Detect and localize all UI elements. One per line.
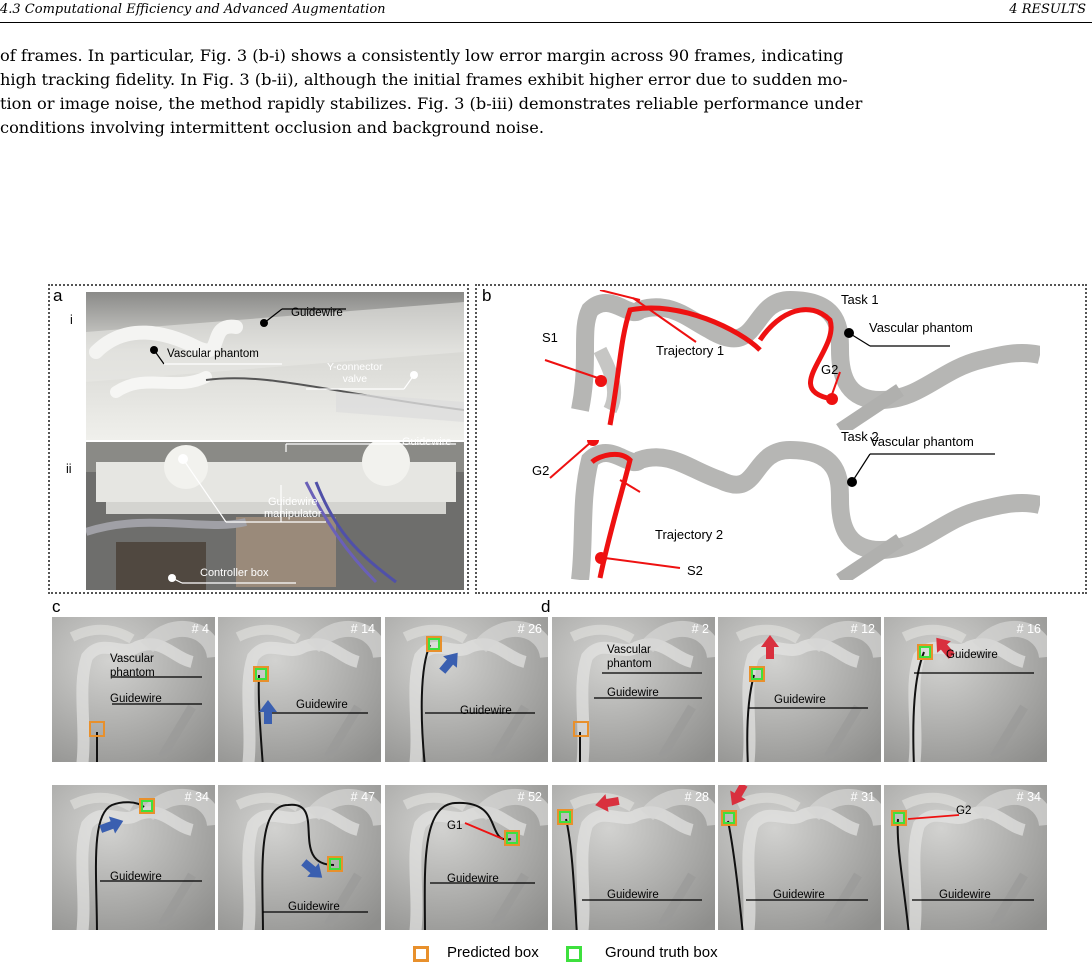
label-y-connector: [327, 361, 383, 385]
frame-number: # 28: [684, 790, 709, 804]
frame-annotation: Guidewire: [110, 693, 162, 705]
panel-c-label: c: [52, 597, 61, 616]
panel-d-label: d: [541, 597, 551, 616]
label-vascular-phantom-b2: Vascular phantom: [870, 434, 974, 449]
paragraph-line: of frames. In particular, Fig. 3 (b-i) shows a consistently low error margin across 90 frames, indicating: [0, 46, 844, 65]
ground-truth-box-swatch: [566, 946, 582, 962]
frame-annotation: phantom: [110, 667, 155, 679]
frame-tile: [552, 617, 715, 762]
label-trajectory-1: Trajectory 1: [656, 343, 725, 358]
frame-number: # 47: [350, 790, 375, 804]
frame-tile: [884, 785, 1047, 930]
label-task-1: Task 1: [841, 292, 879, 307]
frame-annotation: Guidewire: [607, 687, 659, 699]
legend-ground-truth: Ground truth box: [605, 944, 718, 961]
frame-tile: [218, 617, 381, 762]
paragraph-line: tion or image noise, the method rapidly stabilizes. Fig. 3 (b-iii) demonstrates reliable performance under: [0, 94, 863, 113]
frame-annotation: Guidewire: [447, 873, 499, 885]
frame-tile: [385, 617, 548, 762]
manipulator-line-1: Guidewire: [267, 496, 318, 508]
frame-tile: [884, 617, 1047, 762]
frame-tile: [718, 617, 881, 762]
frame-annotation: Guidewire: [607, 889, 659, 901]
frame-annotation: Guidewire: [946, 649, 998, 661]
paragraph-line: high tracking fidelity. In Fig. 3 (b-ii), although the initial frames exhibit higher error due to sudden mo-: [0, 70, 848, 89]
label-s2: S2: [687, 563, 703, 578]
frame-number: # 26: [517, 622, 542, 636]
frame-number: # 14: [350, 622, 375, 636]
y-connector-line-1: Y-connector: [327, 361, 383, 373]
frame-annotation: Guidewire: [774, 694, 826, 706]
frame-number: # 4: [191, 622, 209, 636]
frame-annotation: Vascular: [607, 644, 651, 656]
frame-annotation: Guidewire: [110, 871, 162, 883]
label-guidewire-a-ii: Guidewire: [402, 436, 452, 448]
frame-tile: [52, 617, 215, 762]
frame-annotation: Guidewire: [939, 889, 991, 901]
label-trajectory-2: Trajectory 2: [655, 527, 724, 542]
frame-tile: [52, 785, 215, 930]
frame-number: # 31: [850, 790, 875, 804]
frame-annotation: Guidewire: [773, 889, 825, 901]
frame-annotation: Vascular: [110, 653, 154, 665]
legend-predicted: Predicted box: [447, 944, 539, 961]
frame-annotation: G2: [956, 805, 972, 817]
header-section: 4.3 Computational Efficiency and Advanced Augmentation: [0, 2, 386, 17]
body-paragraph: [0, 44, 1092, 140]
header-chapter: 4 RESULTS: [1009, 2, 1086, 17]
frame-tile: [718, 785, 881, 930]
label-controller-box: Controller box: [200, 567, 269, 579]
label-g2-task1: G2: [821, 362, 839, 377]
frame-annotation: G1: [447, 820, 463, 832]
sub-label-ii: ii: [66, 462, 72, 476]
frame-number: # 16: [1016, 622, 1041, 636]
frame-tile: [385, 785, 548, 930]
manipulator-line-2: manipulator: [264, 508, 322, 520]
paragraph-line: conditions involving intermittent occlusion and background noise.: [0, 118, 544, 137]
label-s1: S1: [542, 330, 558, 345]
frame-tile: [552, 785, 715, 930]
running-header: [0, 0, 1092, 23]
label-g2-task2: G2: [532, 463, 550, 478]
frame-tile: [218, 785, 381, 930]
label-vascular-phantom-b1: Vascular phantom: [869, 320, 973, 335]
predicted-box-swatch: [413, 946, 429, 962]
label-vascular-phantom-a: Vascular phantom: [167, 348, 259, 360]
frame-number: # 52: [517, 790, 542, 804]
y-connector-line-2: valve: [342, 373, 368, 385]
label-task-2: Task 2: [841, 429, 879, 444]
frame-annotation: Guidewire: [288, 901, 340, 913]
frame-annotation: Guidewire: [296, 699, 348, 711]
panel-b-label: b: [482, 286, 492, 305]
vessel-task-2: [540, 440, 1040, 580]
frame-number: # 2: [691, 622, 709, 636]
frame-number: # 34: [184, 790, 209, 804]
sub-label-i: i: [70, 313, 73, 327]
frame-annotation: Guidewire: [460, 705, 512, 717]
label-guidewire-manipulator: [264, 496, 321, 520]
frame-number: # 34: [1016, 790, 1041, 804]
panel-a-label: a: [53, 286, 63, 305]
frame-number: # 12: [850, 622, 875, 636]
callout-lines-a-i: [86, 292, 464, 440]
frame-annotation: phantom: [607, 658, 652, 670]
label-guidewire-a: Guidewire: [291, 307, 343, 319]
vessel-task-1: [540, 290, 1040, 430]
